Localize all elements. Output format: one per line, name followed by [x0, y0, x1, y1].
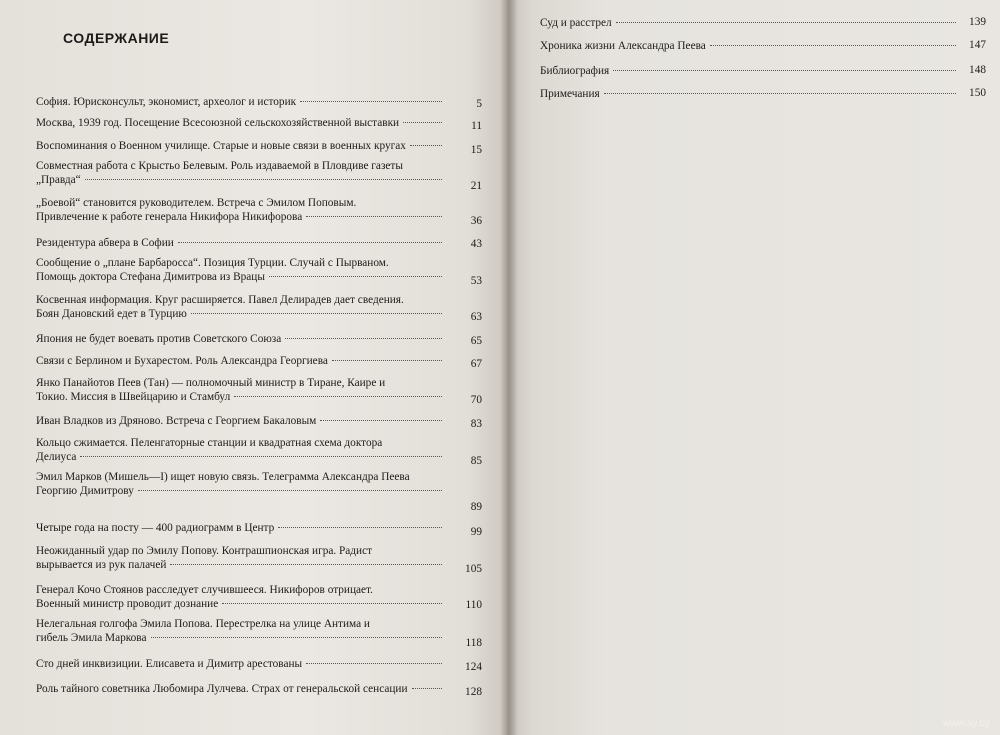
toc-entry [36, 354, 446, 368]
toc-entry-text: вырывается из рук палачей [36, 559, 167, 571]
page-number: 99 [470, 526, 482, 538]
toc-entry [36, 332, 446, 346]
toc-entry-text: Сообщение о „плане Барбаросса“. Позиция Турции. Случай с Пырваном. [36, 257, 389, 269]
page-number: 36 [470, 215, 482, 227]
page-number: 83 [470, 418, 482, 430]
page-number: 139 [969, 16, 986, 28]
page-number: 65 [470, 335, 482, 347]
dot-leader [613, 70, 956, 71]
toc-entry [36, 139, 446, 153]
dot-leader [604, 93, 956, 94]
toc-entry [540, 87, 960, 101]
contents-heading: СОДЕРЖАНИЕ [63, 30, 170, 46]
watermark: www.ay.by [942, 718, 990, 729]
page-number: 110 [465, 599, 482, 611]
page-number: 67 [470, 358, 482, 370]
toc-entry [36, 617, 446, 645]
dot-leader [300, 101, 442, 102]
toc-entry-text: Примечания [540, 88, 600, 100]
book-gutter [500, 0, 518, 735]
dot-leader [410, 145, 442, 146]
toc-entry-text: Сто дней инквизиции. Елисавета и Димитр арестованы [36, 658, 303, 670]
toc-entry-text: Хроника жизни Александра Пеева [540, 40, 706, 52]
dot-leader [278, 527, 442, 528]
toc-entry [540, 16, 960, 30]
page-number: 15 [470, 144, 482, 156]
toc-entry-text: „Правда“ [36, 174, 81, 186]
page-number: 43 [470, 238, 482, 250]
page-number: 11 [471, 120, 482, 132]
toc-entry-text: Резидентура абвера в Софии [36, 237, 174, 249]
toc-entry-text: Кольцо сжимается. Пеленгаторные станции и квадратная схема доктора [36, 437, 383, 449]
page-number: 148 [969, 64, 986, 76]
page-number: 128 [465, 686, 482, 698]
page-number: 89 [470, 501, 482, 513]
page-number: 105 [465, 563, 482, 575]
toc-entry [36, 293, 446, 321]
dot-leader [222, 603, 442, 604]
dot-leader [332, 360, 442, 361]
toc-entry [36, 436, 446, 464]
page-number: 124 [465, 661, 482, 673]
dot-leader [710, 45, 956, 46]
toc-entry-text: Воспоминания о Военном училище. Старые и новые связи в военных кругах [36, 140, 406, 152]
page-number: 150 [969, 87, 986, 99]
toc-entry-text: Янко Панайотов Пеев (Тан) — полномочный министр в Тиране, Каире и [36, 377, 386, 389]
toc-entry-text: Япония не будет воевать против Советского Союза [36, 333, 282, 345]
toc-entry [36, 470, 446, 498]
toc-entry-text: Боян Дановский едет в Турцию [36, 308, 187, 320]
dot-leader [616, 22, 956, 23]
toc-entry-text: „Боевой“ становится руководителем. Встреча с Эмилом Поповым. [36, 197, 357, 209]
dot-leader [80, 456, 442, 457]
right-page [508, 0, 1000, 735]
toc-entry-text: Токио. Миссия в Швейцарию и Стамбул [36, 391, 231, 403]
toc-entry-text: Косвенная информация. Круг расширяется. Павел Делирадев дает сведения. [36, 294, 404, 306]
page-number: 147 [969, 39, 986, 51]
toc-entry [36, 256, 446, 284]
toc-entry [36, 196, 446, 224]
page-number: 21 [470, 180, 482, 192]
toc-entry-text: Георгию Димитрову [36, 485, 134, 497]
page-number: 118 [465, 637, 482, 649]
toc-entry-text: Генерал Кочо Стоянов расследует случившееся. Никифоров отрицает. [36, 584, 373, 596]
page-number: 63 [470, 311, 482, 323]
dot-leader [151, 637, 442, 638]
dot-leader [178, 242, 442, 243]
toc-entry-text: Делиуса [36, 451, 77, 463]
toc-entry [36, 544, 446, 572]
toc-entry [36, 95, 446, 109]
dot-leader [269, 276, 442, 277]
toc-entry [36, 236, 446, 250]
toc-entry [36, 682, 446, 696]
dot-leader [306, 663, 442, 664]
dot-leader [403, 122, 442, 123]
toc-entry-text: Неожиданный удар по Эмилу Попову. Контрашпионская игра. Радист [36, 545, 373, 557]
page-number: 70 [470, 394, 482, 406]
dot-leader [320, 420, 442, 421]
toc-entry-text: Роль тайного советника Любомира Лулчева. Страх от генеральской сенсации [36, 683, 408, 695]
dot-leader [285, 338, 442, 339]
toc-entry-text: Нелегальная голгофа Эмила Попова. Перестрелка на улице Антима и [36, 618, 370, 630]
toc-entry [36, 414, 446, 428]
toc-entry-text: Привлечение к работе генерала Никифора Никифорова [36, 211, 303, 223]
toc-entry [36, 159, 446, 187]
toc-entry [36, 116, 446, 130]
toc-entry-text: Библиография [540, 65, 610, 77]
dot-leader [85, 179, 442, 180]
toc-entry [36, 376, 446, 404]
toc-entry-text: Связи с Берлином и Бухарестом. Роль Александра Георгиева [36, 355, 328, 367]
toc-entry [36, 583, 446, 611]
toc-entry [540, 64, 960, 78]
dot-leader [191, 313, 442, 314]
toc-entry-text: Эмил Марков (Мишель—I) ищет новую связь. Телеграмма Александра Пеева [36, 471, 410, 483]
dot-leader [234, 396, 442, 397]
toc-entry [36, 521, 446, 535]
toc-entry-text: Помощь доктора Стефана Димитрова из Врацы [36, 271, 265, 283]
page-number: 5 [476, 98, 482, 110]
toc-entry-text: гибель Эмила Маркова [36, 632, 147, 644]
toc-entry-text: София. Юрисконсульт, экономист, археолог и историк [36, 96, 297, 108]
toc-entry-text: Четыре года на посту — 400 радиограмм в Центр [36, 522, 275, 534]
toc-entry [540, 39, 960, 53]
dot-leader [412, 688, 442, 689]
dot-leader [306, 216, 442, 217]
dot-leader [170, 564, 442, 565]
toc-entry-text: Москва, 1939 год. Посещение Всесоюзной сельскохозяйственной выставки [36, 117, 400, 129]
page-number: 53 [470, 275, 482, 287]
toc-entry [36, 657, 446, 671]
toc-entry-text: Военный министр проводит дознание [36, 598, 219, 610]
toc-entry-text: Суд и расстрел [540, 17, 612, 29]
toc-entry-text: Иван Владков из Дряново. Встреча с Георгием Бакаловым [36, 415, 317, 427]
page-number: 85 [470, 455, 482, 467]
dot-leader [138, 490, 442, 491]
toc-entry-text: Совместная работа с Крыстьо Белевым. Роль издаваемой в Пловдиве газеты [36, 160, 403, 172]
